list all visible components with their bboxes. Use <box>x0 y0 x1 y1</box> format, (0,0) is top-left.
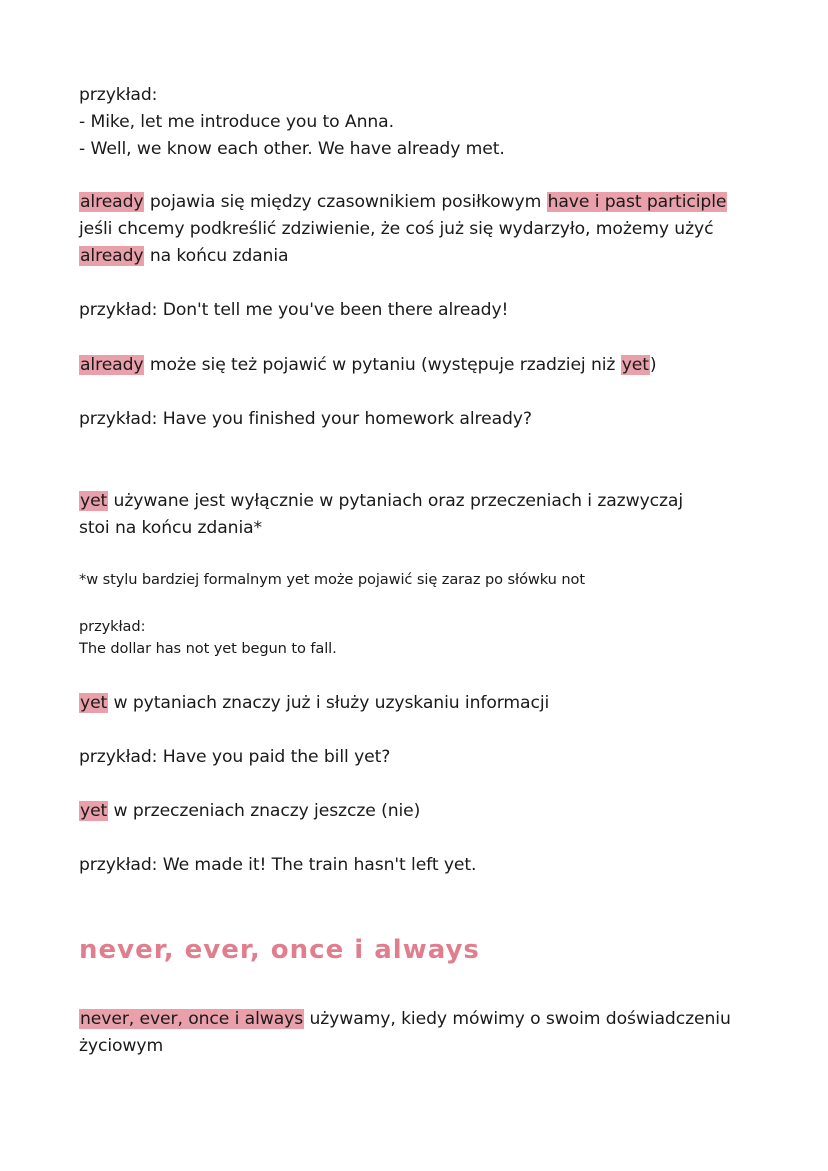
highlight: yet <box>621 355 649 375</box>
rule-text: używamy, kiedy mówimy o swoim doświadczeniu <box>304 1009 731 1029</box>
rule-text: ) <box>649 355 657 375</box>
example-line: przykład: We made it! The train hasn't left yet. <box>79 855 477 875</box>
highlight: already <box>80 192 144 212</box>
example-line: The dollar has not yet begun to fall. <box>79 640 337 657</box>
highlight: already <box>80 355 144 375</box>
highlight: already <box>80 246 144 266</box>
highlight: have i past participle <box>547 192 727 212</box>
example-line: przykład: Don't tell me you've been there already! <box>79 300 509 320</box>
rule-line <box>79 798 420 824</box>
rule-text: może się też pojawić w pytaniu (występuje rzadziej niż <box>144 355 621 375</box>
section-heading: never, ever, once i always <box>79 935 480 965</box>
example-line: - Well, we know each other. We have already met. <box>79 139 505 159</box>
rule-line: jeśli chcemy podkreślić zdziwienie, że coś już się wydarzyło, możemy użyć <box>79 219 714 239</box>
example-label: przykład: <box>79 618 146 635</box>
highlight: yet <box>80 801 108 821</box>
example-line: przykład: Have you paid the bill yet? <box>79 747 391 767</box>
rule-line <box>79 690 549 716</box>
rule-line <box>79 1006 731 1032</box>
rule-text: na końcu zdania <box>144 246 289 266</box>
rule-text: pojawia się między czasownikiem posiłkowym <box>144 192 547 212</box>
rule-line: stoi na końcu zdania* <box>79 518 263 538</box>
highlight: yet <box>80 693 108 713</box>
rule-line <box>79 352 657 378</box>
rule-text: w pytaniach znaczy już i służy uzyskaniu informacji <box>108 693 550 713</box>
rule-line <box>79 243 288 269</box>
highlight: never, ever, once i always <box>80 1009 304 1029</box>
rule-text: w przeczeniach znaczy jeszcze (nie) <box>108 801 421 821</box>
rule-line: życiowym <box>79 1036 164 1056</box>
example-line: przykład: Have you finished your homework already? <box>79 409 532 429</box>
example-label: przykład: <box>79 85 158 105</box>
rule-text: używane jest wyłącznie w pytaniach oraz przeczeniach i zazwyczaj <box>108 491 684 511</box>
rule-line <box>79 488 683 514</box>
footnote: *w stylu bardziej formalnym yet może pojawić się zaraz po słówku not <box>79 571 585 588</box>
rule-line <box>79 189 727 215</box>
example-line: - Mike, let me introduce you to Anna. <box>79 112 394 132</box>
highlight: yet <box>80 491 108 511</box>
